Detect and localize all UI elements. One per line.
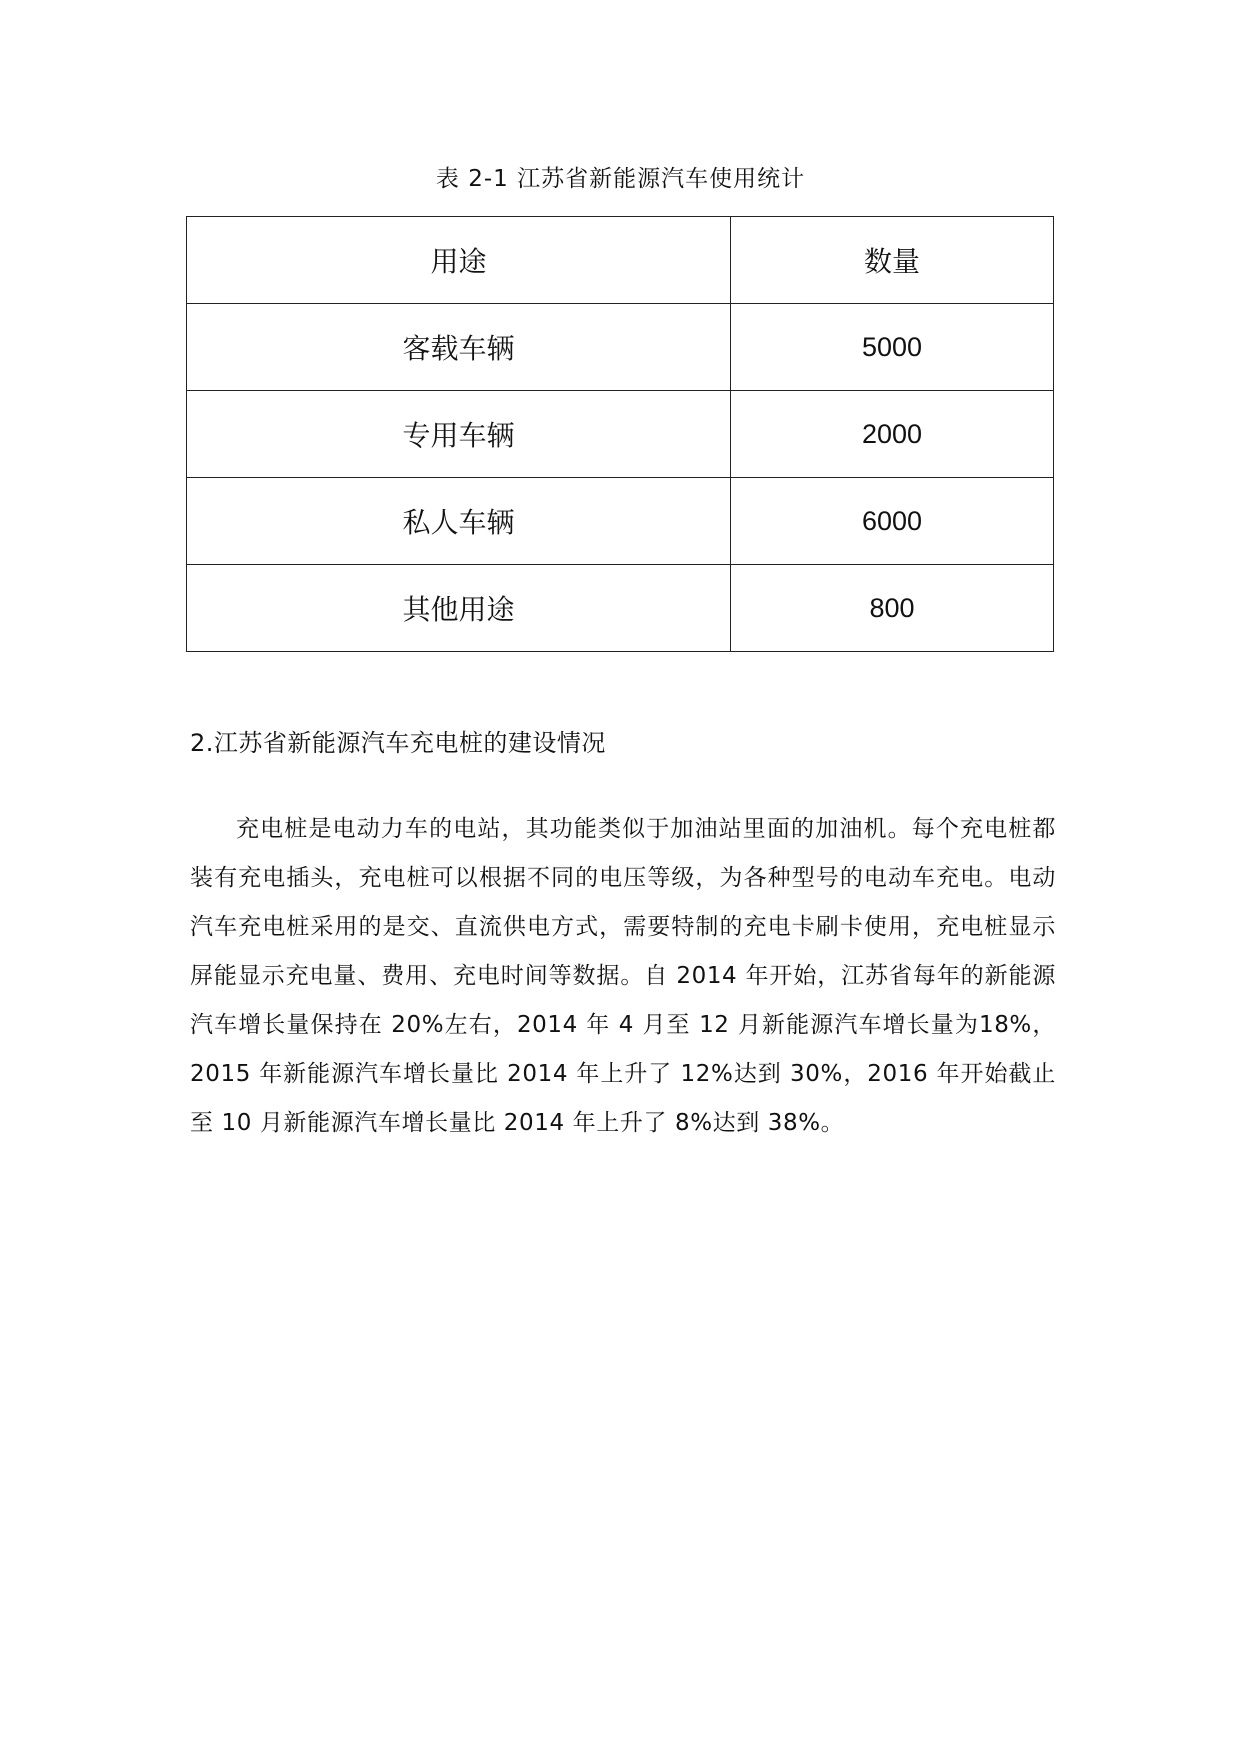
vehicle-usage-table [186, 216, 1054, 652]
body-paragraph: 充电桩是电动力车的电站，其功能类似于加油站里面的加油机。每个充电桩都装有充电插头，充电桩可以根据不同的电压等级，为各种型号的电动车充电。电动汽车充电桩采用的是交、直流供电方式，需要特制的充电卡刷卡使用，充电桩显示屏能显示充电量、费用、充电时间等数据。自 2014 年开始，江苏省每年的新能源汽车增长量保持在 20%左右，2014 年 4 月至 12 月新能源汽车增长量为18%，2015 年新能源汽车增长量比 2014 年上升了 12%达到 30%，2016 年开始截止至 10 月新能源汽车增长量比 2014 年上升了 8%达到 38%。 [190, 816, 1056, 1136]
table-row [187, 304, 1054, 391]
table-row [187, 565, 1054, 652]
cell-count: 5000 [731, 304, 1054, 391]
table-row [187, 391, 1054, 478]
section-heading: 2.江苏省新能源汽车充电桩的建设情况 [190, 729, 606, 757]
table-row [187, 478, 1054, 565]
cell-use: 客载车辆 [187, 304, 731, 391]
cell-count: 800 [731, 565, 1054, 652]
header-count: 数量 [731, 217, 1054, 304]
cell-count: 6000 [731, 478, 1054, 565]
header-use: 用途 [187, 217, 731, 304]
cell-use: 私人车辆 [187, 478, 731, 565]
cell-count: 2000 [731, 391, 1054, 478]
table-header-row [187, 217, 1054, 304]
cell-use: 专用车辆 [187, 391, 731, 478]
cell-use: 其他用途 [187, 565, 731, 652]
table-caption: 表 2-1 江苏省新能源汽车使用统计 [435, 166, 806, 192]
